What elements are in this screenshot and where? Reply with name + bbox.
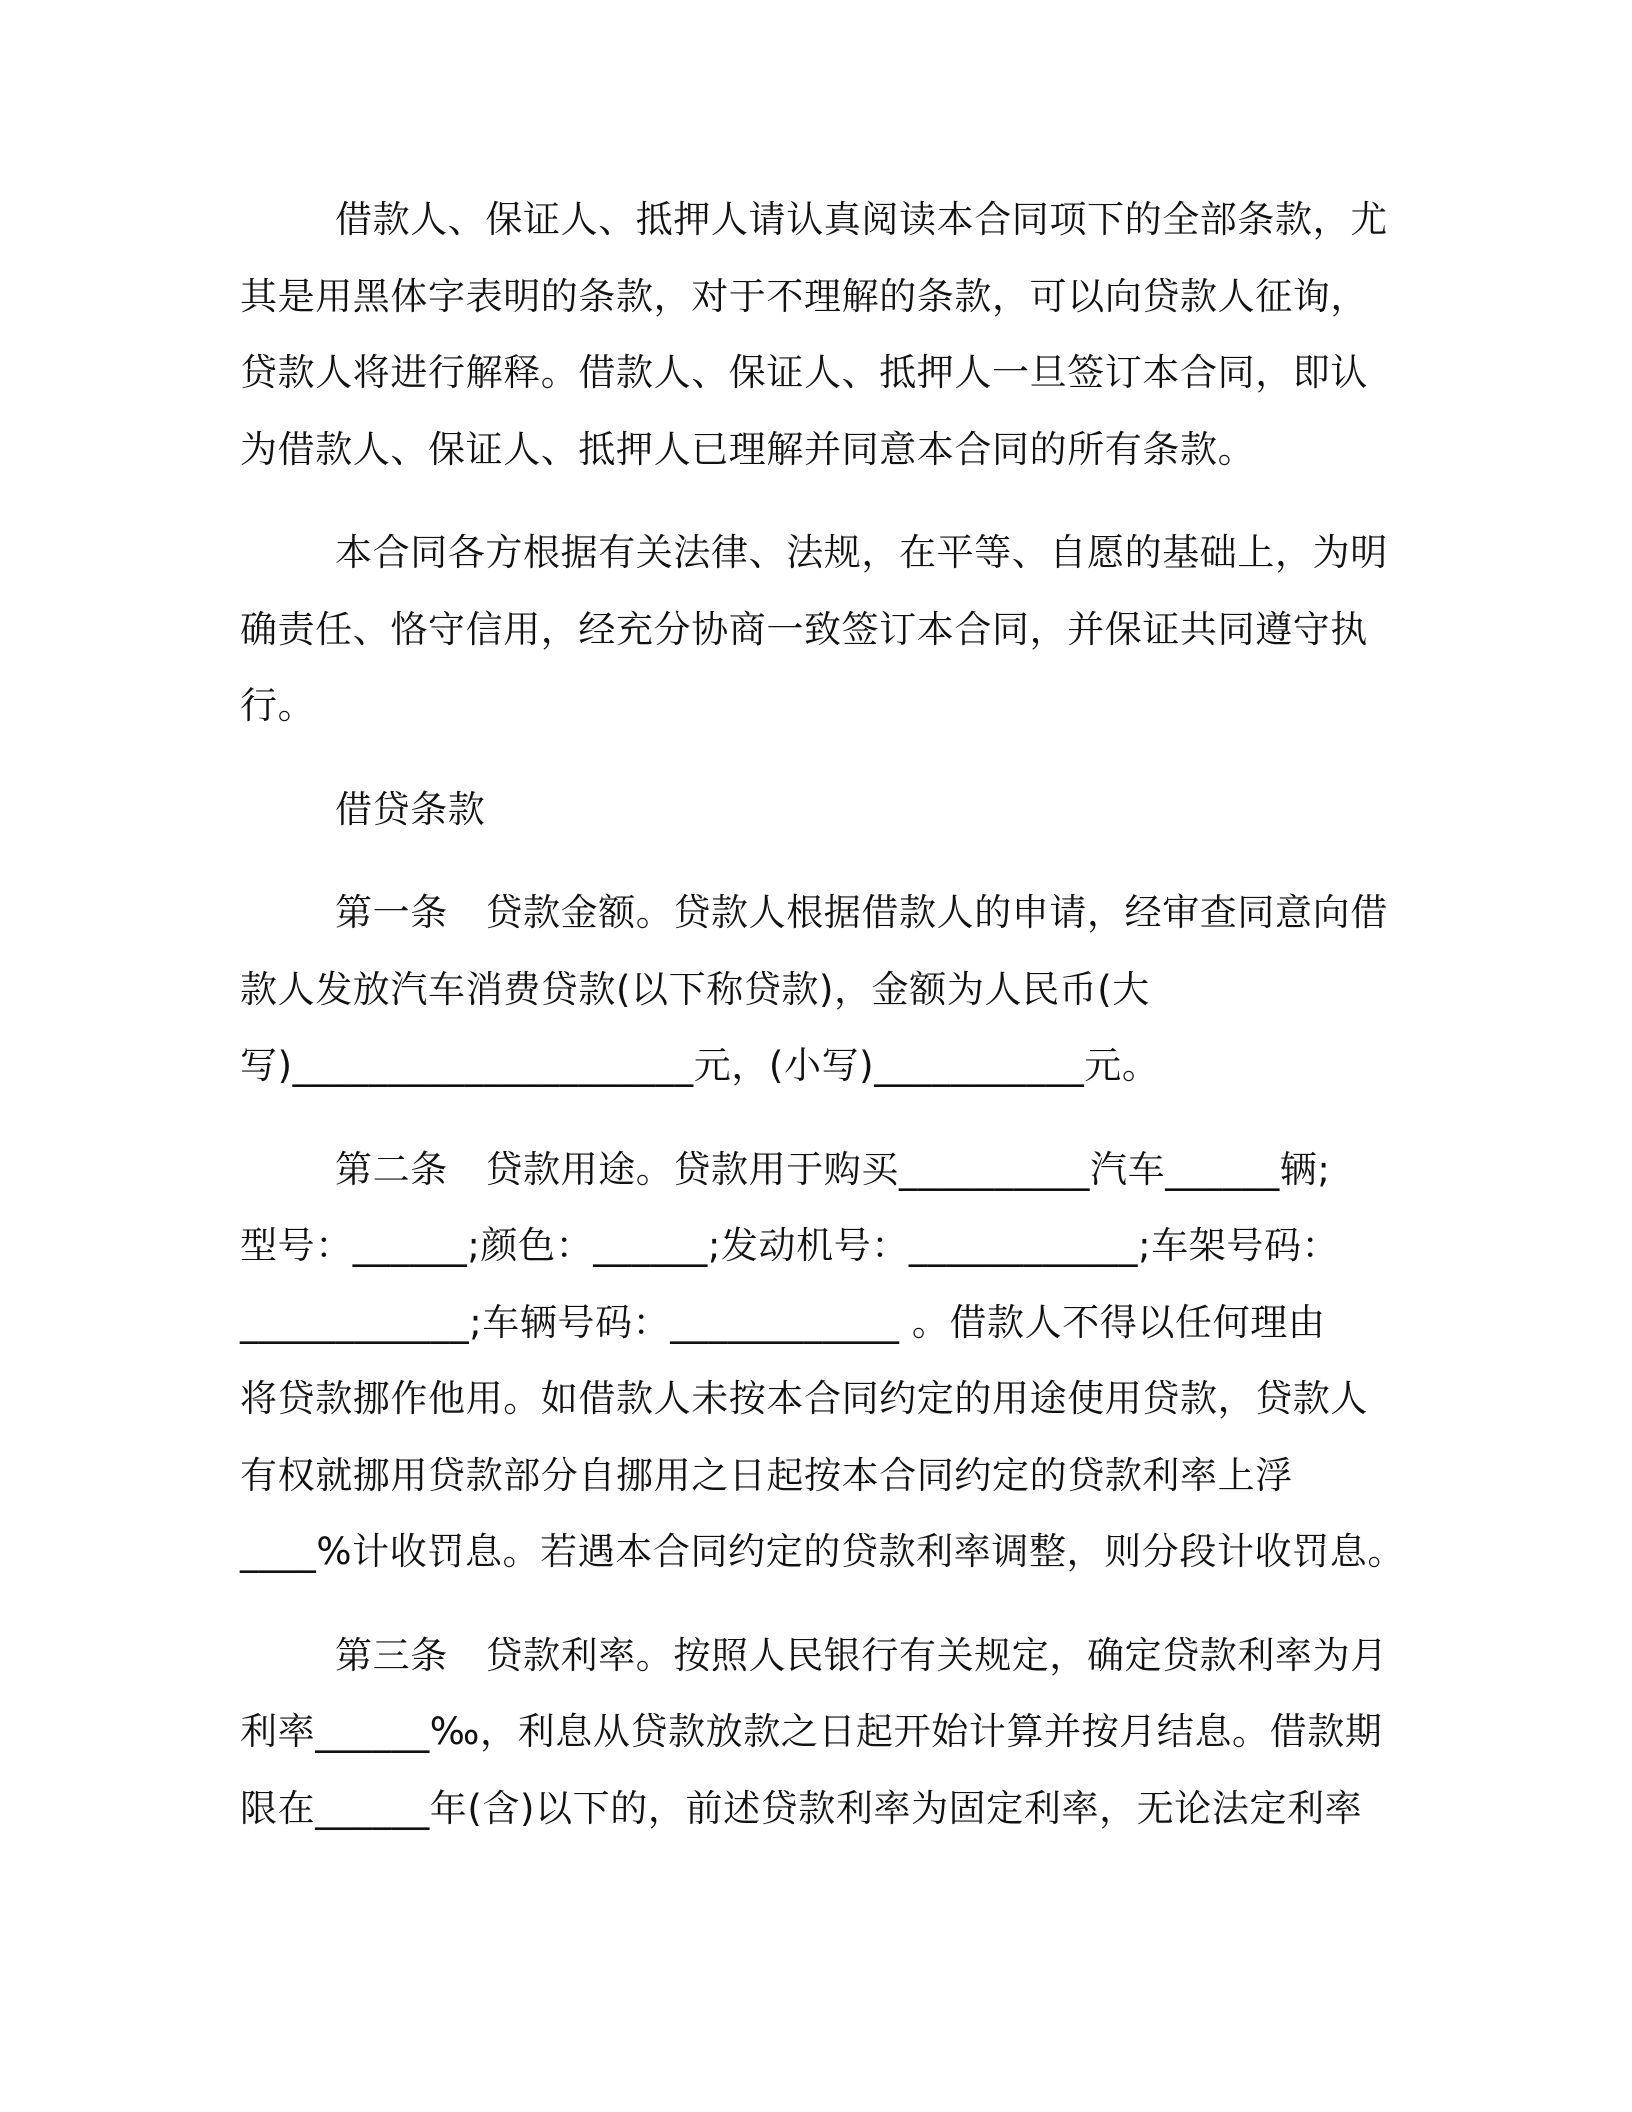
paragraph-line: 借款人、保证人、抵押人请认真阅读本合同项下的全部条款，尤: [335, 198, 1388, 241]
paragraph-line: 确责任、恪守信用，经充分协商一致签订本合同，并保证共同遵守执: [240, 607, 1368, 651]
paragraph-preamble: [240, 515, 1388, 745]
paragraph-line: 第二条 贷款用途。贷款用于购买__________汽车______辆;: [335, 1147, 1331, 1191]
paragraph-line: 行。: [240, 684, 316, 727]
paragraph-line: 有权就挪用贷款部分自挪用之日起按本合同约定的贷款利率上浮: [240, 1453, 1293, 1497]
paragraph-gap: [240, 848, 1385, 875]
paragraph-notice: [240, 182, 1388, 488]
paragraph-line: 写)_____________________元，(小写)___________元。: [240, 1044, 1160, 1087]
paragraph-line: 利率______‰，利息从贷款放款之日起开始计算并按月结息。借款期: [240, 1710, 1383, 1753]
article-3-interest-rate: [240, 1618, 1388, 1848]
paragraph-gap: [240, 1105, 1385, 1132]
paragraph-line: 为借款人、保证人、抵押人已理解并同意本合同的所有条款。: [240, 427, 1256, 471]
section-title: [240, 772, 1385, 849]
paragraph-gap: [240, 745, 1385, 772]
section-title-text: 借贷条款: [335, 787, 486, 831]
paragraph-line: 限在______年(含)以下的，前述贷款利率为固定利率，无论法定利率: [240, 1786, 1363, 1830]
article-2-loan-purpose: [240, 1132, 1405, 1591]
paragraph-gap: [240, 1591, 1385, 1618]
paragraph-line: 本合同各方根据有关法律、法规，在平等、自愿的基础上，为明: [335, 531, 1388, 574]
paragraph-line: 第三条 贷款利率。按照人民银行有关规定，确定贷款利率为月: [335, 1633, 1388, 1677]
paragraph-line: 型号：______;颜色：______;发动机号：____________;车架号码：: [240, 1224, 1340, 1267]
paragraph-line: 将贷款挪作他用。如借款人未按本合同约定的用途使用贷款，贷款人: [240, 1377, 1368, 1420]
paragraph-line: 款人发放汽车消费贷款(以下称贷款)，金额为人民币(大: [240, 967, 1150, 1011]
contract-body: [240, 182, 1405, 1847]
paragraph-line: 第一条 贷款金额。贷款人根据借款人的申请，经审查同意向借: [335, 891, 1388, 934]
paragraph-line: 贷款人将进行解释。借款人、保证人、抵押人一旦签订本合同，即认: [240, 351, 1368, 394]
paragraph-line: 其是用黑体字表明的条款，对于不理解的条款，可以向贷款人征询，: [240, 274, 1368, 318]
paragraph-line: ____________;车辆号码：____________ 。借款人不得以任何理由: [240, 1300, 1326, 1344]
article-1-loan-amount: [240, 875, 1388, 1105]
paragraph-gap: [240, 488, 1385, 515]
paragraph-line: ____%计收罚息。若遇本合同约定的贷款利率调整，则分段计收罚息。: [240, 1530, 1405, 1573]
